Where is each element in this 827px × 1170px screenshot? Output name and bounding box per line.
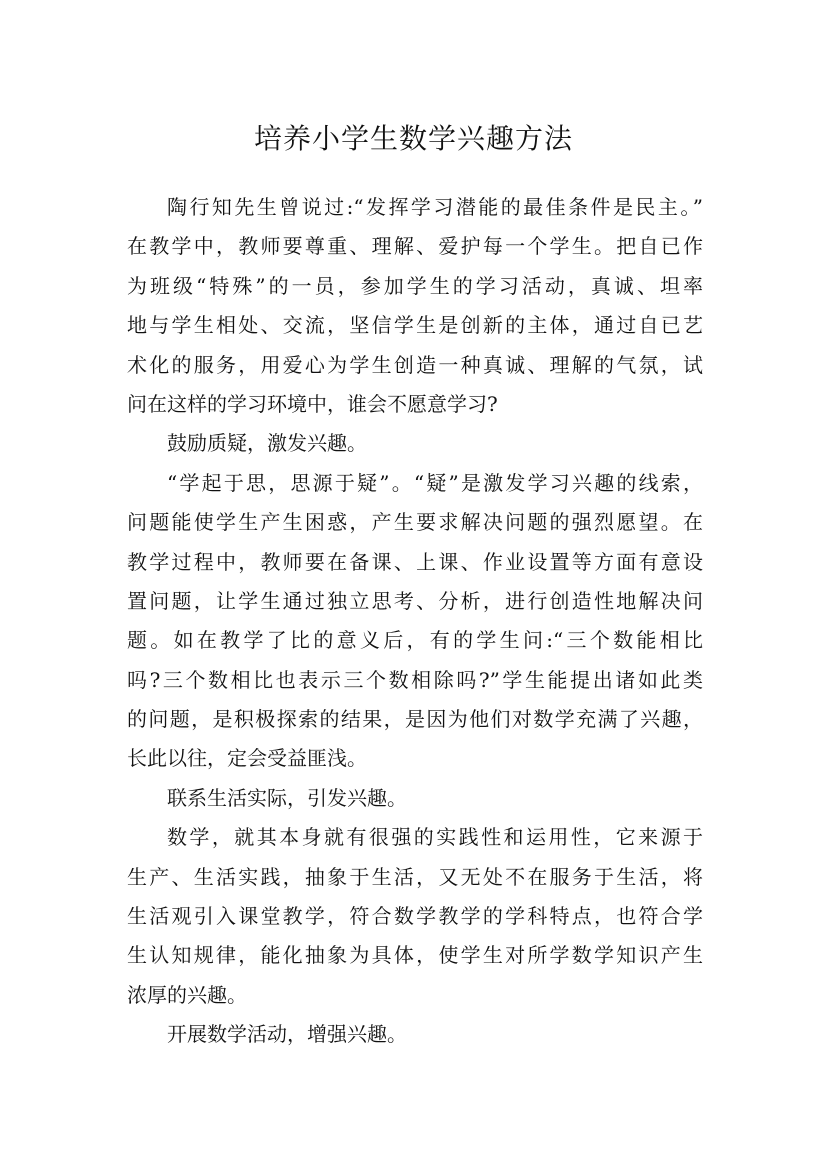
- section-heading-activities: 开展数学活动，增强兴趣。: [167, 1022, 407, 1047]
- document-body: [127, 188, 703, 1055]
- paragraph-2-line-4: 置问题，让学生通过独立思考、分析，进行创造性地解决问: [127, 588, 703, 613]
- paragraph-3-line-1: 数学，就其本身就有很强的实践性和运用性，它来源于: [167, 825, 703, 850]
- paragraph-3-line-5: 浓厚的兴趣。: [127, 982, 247, 1007]
- paragraph-3-line-4: 生认知规律，能化抽象为具体，使学生对所学数学知识产生: [127, 943, 703, 968]
- paragraph-2-line-8: 长此以往，定会受益匪浅。: [127, 746, 367, 771]
- section-heading-questioning: 鼓励质疑，激发兴趣。: [167, 431, 367, 456]
- paragraph-1-line-5: 术化的服务，用爱心为学生创造一种真诚、理解的气氛，试: [127, 352, 703, 377]
- paragraph-2-line-7: 的问题，是积极探索的结果，是因为他们对数学充满了兴趣，: [127, 707, 703, 732]
- paragraph-1-line-2: 在教学中，教师要尊重、理解、爱护每一个学生。把自已作: [127, 234, 703, 259]
- paragraph-3-line-3: 生活观引入课堂教学，符合数学教学的学科特点，也符合学: [127, 904, 703, 929]
- paragraph-1-line-1: 陶行知先生曾说过:“发挥学习潜能的最佳条件是民主。”: [167, 195, 703, 219]
- paragraph-1-line-3: 为班级“特殊”的一员，参加学生的学习活动，真诚、坦率: [127, 273, 703, 298]
- paragraph-1-line-4: 地与学生相处、交流，坚信学生是创新的主体，通过自已艺: [127, 313, 703, 338]
- paragraph-2-line-1: “学起于思，思源于疑”。“疑”是激发学习兴趣的线索，: [167, 470, 703, 495]
- paragraph-2-line-5: 题。如在教学了比的意义后，有的学生问:“三个数能相比: [127, 628, 703, 653]
- paragraph-2-line-3: 教学过程中，教师要在备课、上课、作业设置等方面有意设: [127, 549, 703, 574]
- document-title: 培养小学生数学兴趣方法: [253, 121, 573, 155]
- paragraph-3-line-2: 生产、生活实践，抽象于生活，又无处不在服务于生活，将: [127, 864, 703, 889]
- paragraph-2-line-6: 吗?三个数相比也表示三个数相除吗?”学生能提出诸如此类: [127, 667, 703, 692]
- paragraph-2-line-2: 问题能使学生产生困惑，产生要求解决问题的强烈愿望。在: [127, 510, 703, 535]
- paragraph-1-line-6: 问在这样的学习环境中，谁会不愿意学习?: [127, 391, 498, 416]
- section-heading-real-life: 联系生活实际，引发兴趣。: [167, 785, 407, 810]
